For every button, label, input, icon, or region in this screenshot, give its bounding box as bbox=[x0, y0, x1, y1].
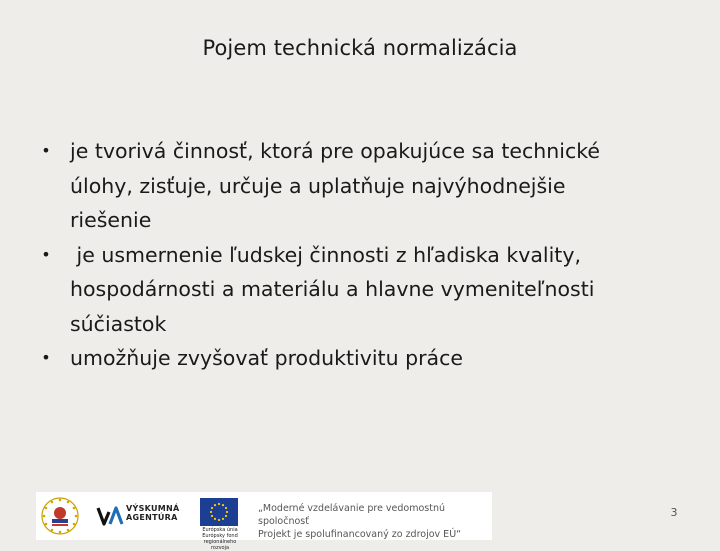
slide-title: Pojem technická normalizácia bbox=[202, 36, 518, 60]
eu-flag-icon bbox=[200, 498, 238, 526]
quote-line: Projekt je spolufinancovaný zo zdrojov EÚ“ bbox=[258, 529, 462, 540]
vyskumna-agentura-logo bbox=[96, 502, 196, 530]
bullet-dot: • bbox=[41, 348, 51, 367]
eu-logo bbox=[200, 498, 240, 551]
bullet-line: umožňuje zvyšovať produktivitu práce bbox=[70, 346, 463, 370]
page-number: 3 bbox=[670, 506, 678, 519]
university-seal-logo bbox=[40, 496, 80, 536]
bullet-list bbox=[38, 134, 678, 376]
project-quote bbox=[258, 502, 494, 541]
bullet-line: je usmernenie ľudskej činnosti z hľadiska kvality, bbox=[70, 242, 581, 267]
footer-logo-bar bbox=[36, 492, 492, 551]
eu-caption-line: Európska únia bbox=[202, 527, 238, 533]
va-logo-text bbox=[126, 504, 180, 522]
va-logo-line: AGENTÚRA bbox=[126, 513, 178, 522]
bullet-item bbox=[38, 134, 678, 238]
bullet-dot: • bbox=[41, 244, 51, 264]
bullet-line: úlohy, zisťuje, určuje a uplatňuje najvýhodnejšie bbox=[70, 173, 566, 198]
bullet-line: je tvorivá činnosť, ktorá pre opakujúce sa technické bbox=[70, 139, 601, 163]
va-logo-line: VÝSKUMNÁ bbox=[126, 504, 180, 513]
bullet-item bbox=[38, 238, 678, 342]
va-mark-icon bbox=[96, 504, 124, 528]
bullet-line: riešenie bbox=[70, 208, 152, 232]
bullet-dot: • bbox=[41, 141, 51, 160]
bullet-line: hospodárnosti a materiálu a hlavne vymeniteľnosti bbox=[70, 277, 595, 301]
eu-logo-caption bbox=[200, 527, 240, 551]
bullet-line: súčiastok bbox=[70, 311, 167, 336]
bullet-item bbox=[38, 341, 678, 376]
eu-caption-line: Európsky fond regionálneho rozvoja bbox=[202, 533, 238, 551]
quote-line: „Moderné vzdelávanie pre vedomostnú spoločnosť bbox=[258, 503, 446, 527]
